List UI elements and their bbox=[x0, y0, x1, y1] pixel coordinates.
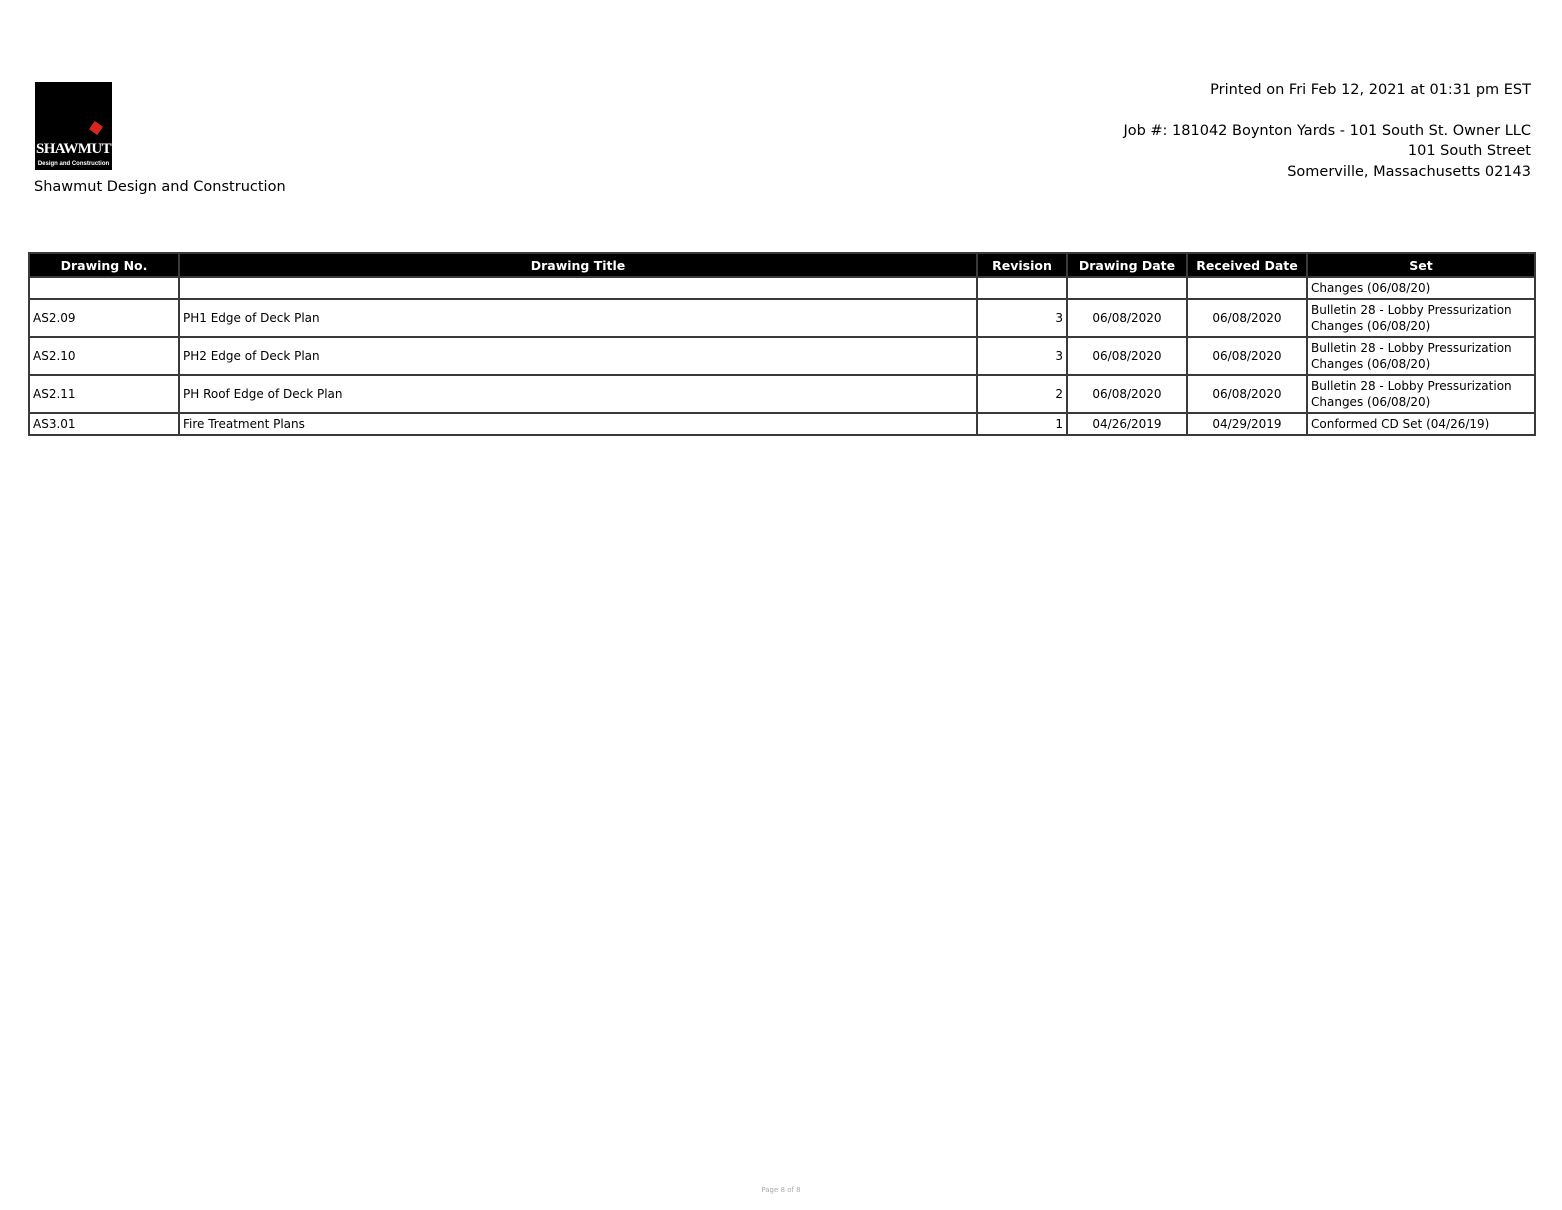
table-row bbox=[29, 375, 1535, 413]
logo-tagline: Design and Construction bbox=[37, 161, 110, 167]
cell-drawing-date: 06/08/2020 bbox=[1067, 375, 1187, 413]
cell-drawing-title: PH2 Edge of Deck Plan bbox=[179, 337, 977, 375]
cell-drawing-title: PH1 Edge of Deck Plan bbox=[179, 299, 977, 337]
col-header-drawing-title: Drawing Title bbox=[179, 253, 977, 277]
company-logo bbox=[35, 82, 112, 170]
cell-received-date: 06/08/2020 bbox=[1187, 375, 1307, 413]
cell-drawing-date: 06/08/2020 bbox=[1067, 337, 1187, 375]
cell-received-date bbox=[1187, 277, 1307, 299]
col-header-received-date: Received Date bbox=[1187, 253, 1307, 277]
cell-revision: 3 bbox=[977, 337, 1067, 375]
cell-drawing-date: 04/26/2019 bbox=[1067, 413, 1187, 435]
job-street: 101 South Street bbox=[1407, 143, 1531, 159]
job-city: Somerville, Massachusetts 02143 bbox=[1287, 163, 1531, 180]
cell-revision bbox=[977, 277, 1067, 299]
company-name: Shawmut Design and Construction bbox=[34, 179, 286, 195]
col-header-drawing-no: Drawing No. bbox=[29, 253, 179, 277]
cell-drawing-no: AS2.11 bbox=[29, 375, 179, 413]
cell-drawing-title: Fire Treatment Plans bbox=[179, 413, 977, 435]
drawing-log-table bbox=[28, 252, 1536, 436]
page-number: Page 8 of 8 bbox=[761, 1186, 801, 1194]
job-header bbox=[1123, 80, 1531, 182]
table-row bbox=[29, 277, 1535, 299]
cell-set: Conformed CD Set (04/26/19) bbox=[1307, 413, 1535, 435]
cell-received-date: 06/08/2020 bbox=[1187, 299, 1307, 337]
cell-set: Bulletin 28 - Lobby Pressurization Changes (06/08/20) bbox=[1307, 375, 1535, 413]
cell-drawing-no: AS2.09 bbox=[29, 299, 179, 337]
cell-revision: 1 bbox=[977, 413, 1067, 435]
cell-drawing-date bbox=[1067, 277, 1187, 299]
cell-drawing-title: PH Roof Edge of Deck Plan bbox=[179, 375, 977, 413]
table-row bbox=[29, 337, 1535, 375]
logo-diamond-icon bbox=[89, 121, 103, 135]
logo-wordmark: SHAWMUT bbox=[36, 141, 111, 157]
col-header-revision: Revision bbox=[977, 253, 1067, 277]
cell-received-date: 04/29/2019 bbox=[1187, 413, 1307, 435]
table-row bbox=[29, 413, 1535, 435]
cell-set: Bulletin 28 - Lobby Pressurization Changes (06/08/20) bbox=[1307, 299, 1535, 337]
cell-received-date: 06/08/2020 bbox=[1187, 337, 1307, 375]
cell-set: Changes (06/08/20) bbox=[1307, 277, 1535, 299]
col-header-set: Set bbox=[1307, 253, 1535, 277]
table-row bbox=[29, 299, 1535, 337]
cell-drawing-no: AS3.01 bbox=[29, 413, 179, 435]
cell-drawing-no: AS2.10 bbox=[29, 337, 179, 375]
cell-drawing-title bbox=[179, 277, 977, 299]
table-header-row bbox=[29, 253, 1535, 277]
cell-revision: 3 bbox=[977, 299, 1067, 337]
col-header-drawing-date: Drawing Date bbox=[1067, 253, 1187, 277]
cell-set: Bulletin 28 - Lobby Pressurization Changes (06/08/20) bbox=[1307, 337, 1535, 375]
cell-revision: 2 bbox=[977, 375, 1067, 413]
cell-drawing-no bbox=[29, 277, 179, 299]
job-number: Job #: 181042 Boynton Yards - 101 South St. Owner LLC bbox=[1123, 122, 1531, 139]
cell-drawing-date: 06/08/2020 bbox=[1067, 299, 1187, 337]
printed-timestamp: Printed on Fri Feb 12, 2021 at 01:31 pm EST bbox=[1210, 82, 1531, 98]
